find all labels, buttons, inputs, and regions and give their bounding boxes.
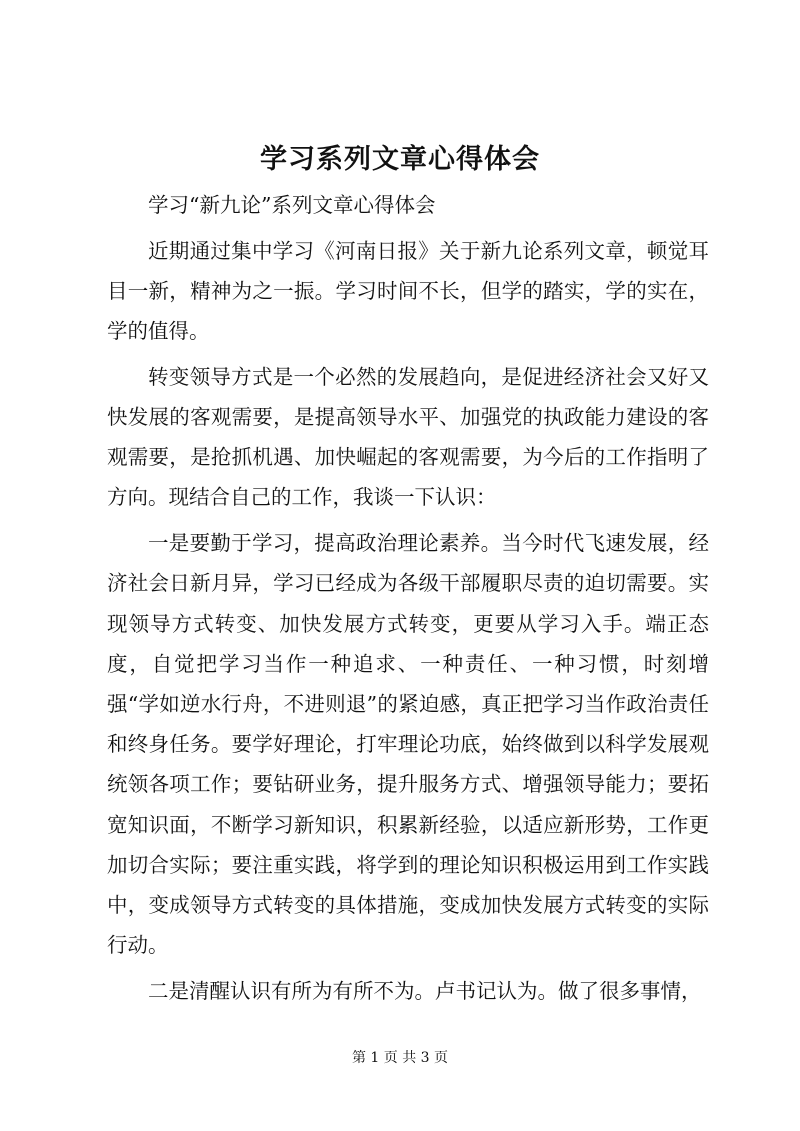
page-footer: 第 1 页 共 3 页 xyxy=(351,1050,449,1066)
paragraph-intro: 近期通过集中学习《河南日报》关于新九论系列文章，顿觉耳目一新，精神为之一振。学习时间不长，但学的踏实，学的实在，学的值得。 xyxy=(107,238,709,344)
document-body xyxy=(107,185,709,1011)
paragraph-subtitle: 学习“新九论”系列文章心得体会 xyxy=(148,193,436,217)
paragraph-point-two: 二是清醒认识有所为有所不为。卢书记认为。做了很多事情， xyxy=(148,978,702,1003)
document-title: 学习系列文章心得体会 xyxy=(260,144,540,175)
paragraph-point-one: 一是要勤于学习，提高政治理论素养。当今时代飞速发展，经济社会日新月异，学习已经成为各级干部履职尽责的迫切需要。实现领导方式转变、加快发展方式转变，更要从学习入手。端正态度，自觉把学习当作一种追求、一种责任、一种习惯，时刻增强“学如逆水行舟，不进则退”的紧迫感，真正把学习当作政治责任和终身任务。要学好理论，打牢理论功底，始终做到以科学发展观统领各项工作；要钻研业务，提升服务方式、增强领导能力；要拓宽知识面，不断学习新知识，积累新经验，以适应新形势，工作更加切合实际；要注重实践，将学到的理论知识积极运用到工作实践中，变成领导方式转变的具体措施，变成加快发展方式转变的实际行动。 xyxy=(107,531,709,958)
paragraph-leadership: 转变领导方式是一个必然的发展趋向，是促进经济社会又好又快发展的客观需要，是提高领导水平、加强党的执政能力建设的客观需要，是抢抓机遇、加快崛起的客观需要，为今后的工作指明了方向。现结合自己的工作，我谈一下认识： xyxy=(107,364,709,510)
